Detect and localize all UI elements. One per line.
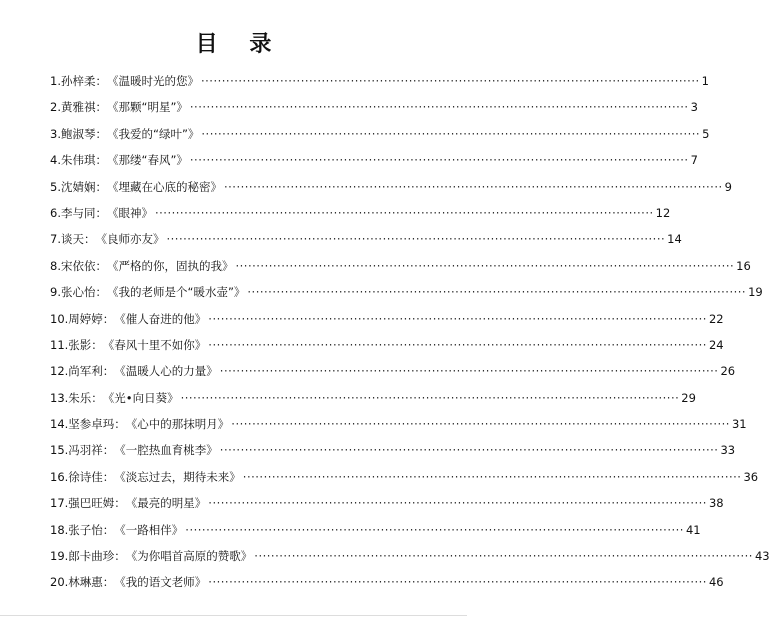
entry-page-number: 31 bbox=[731, 417, 747, 432]
toc-entry[interactable] bbox=[50, 200, 671, 226]
entry-author: 冯羽祥： bbox=[68, 443, 115, 458]
dot-leader: ························································································································ bbox=[180, 390, 680, 405]
entry-page-number: 14 bbox=[667, 232, 682, 247]
entry-author: 强巴旺姆： bbox=[68, 496, 126, 511]
entry-author: 张心怡： bbox=[60, 285, 107, 300]
entry-number: 3. bbox=[50, 126, 61, 141]
entry-author: 郎卡曲珍： bbox=[68, 549, 126, 564]
entry-number: 11. bbox=[50, 337, 69, 352]
toc-entry[interactable] bbox=[50, 490, 724, 516]
entry-author: 坚参卓玛： bbox=[68, 417, 126, 432]
table-of-contents bbox=[50, 68, 770, 596]
entry-title: 《春风十里不如你》 bbox=[102, 337, 207, 352]
toc-entry[interactable] bbox=[50, 411, 747, 437]
dot-leader: ························································································································ bbox=[208, 575, 707, 590]
dot-leader: ························································································································ bbox=[208, 337, 707, 352]
dot-leader: ························································································································ bbox=[189, 153, 689, 168]
entry-page-number: 19 bbox=[748, 285, 763, 300]
toc-entry[interactable] bbox=[50, 121, 710, 147]
entry-title: 《我爱的“绿叶”》 bbox=[106, 126, 200, 141]
toc-entry[interactable] bbox=[50, 517, 701, 543]
entry-page-number: 26 bbox=[720, 364, 736, 379]
entry-number: 12. bbox=[50, 364, 69, 379]
dot-leader: ························································································································ bbox=[185, 522, 684, 537]
entry-page-number: 36 bbox=[743, 469, 759, 484]
entry-number: 18. bbox=[50, 522, 69, 537]
entry-number: 1. bbox=[50, 74, 61, 88]
entry-title: 《淡忘过去，期待未来》 bbox=[114, 469, 241, 484]
toc-entry[interactable] bbox=[50, 437, 736, 463]
entry-author: 朱伟琪： bbox=[60, 153, 107, 168]
dot-leader: ························································································································ bbox=[189, 100, 689, 115]
entry-number: 2. bbox=[50, 100, 61, 115]
entry-number: 13. bbox=[50, 390, 69, 405]
entry-page-number: 16 bbox=[736, 258, 751, 273]
dot-leader: ························································································································ bbox=[208, 496, 707, 511]
entry-page-number: 5 bbox=[702, 126, 710, 141]
toc-entry[interactable] bbox=[50, 226, 682, 252]
entry-number: 15. bbox=[50, 443, 69, 458]
entry-title: 《埋藏在心底的秘密》 bbox=[106, 179, 222, 194]
entry-page-number: 41 bbox=[685, 522, 701, 537]
entry-author: 林琳惠： bbox=[68, 575, 115, 590]
entry-author: 宋依依： bbox=[60, 258, 107, 273]
dot-leader: ························································································································ bbox=[219, 443, 719, 458]
toc-entry[interactable] bbox=[50, 543, 770, 569]
entry-title: 《一腔热血育桃李》 bbox=[114, 443, 218, 458]
entry-author: 徐诗佳： bbox=[68, 469, 115, 484]
toc-entry[interactable] bbox=[50, 464, 759, 490]
entry-title: 《我的老师是个“暖水壶”》 bbox=[106, 285, 246, 300]
entry-number: 19. bbox=[50, 549, 69, 564]
entry-title: 《温暖时光的您》 bbox=[106, 74, 199, 88]
dot-leader: ························································································································ bbox=[231, 417, 730, 432]
entry-number: 17. bbox=[50, 496, 69, 511]
entry-title: 《严格的你，固执的我》 bbox=[106, 258, 234, 273]
dot-leader: ························································································································ bbox=[208, 311, 707, 326]
toc-entry[interactable] bbox=[50, 147, 698, 173]
entry-page-number: 24 bbox=[708, 337, 724, 352]
entry-number: 4. bbox=[50, 153, 61, 168]
entry-title: 《我的语文老师》 bbox=[114, 575, 207, 590]
entry-number: 16. bbox=[50, 469, 69, 484]
entry-page-number: 12 bbox=[655, 205, 671, 220]
toc-entry[interactable] bbox=[50, 279, 763, 305]
entry-title: 《那颗“明星”》 bbox=[106, 100, 188, 115]
entry-page-number: 22 bbox=[708, 311, 724, 326]
entry-title: 《一路相伴》 bbox=[114, 522, 184, 537]
entry-page-number: 43 bbox=[754, 549, 770, 564]
entry-author: 沈婧娴： bbox=[60, 179, 107, 194]
entry-title: 《良师亦友》 bbox=[95, 232, 165, 247]
entry-author: 周婷婷： bbox=[68, 311, 115, 326]
toc-entry[interactable] bbox=[50, 94, 698, 120]
toc-entry[interactable] bbox=[50, 358, 736, 384]
entry-number: 20. bbox=[50, 575, 69, 590]
toc-entry[interactable] bbox=[50, 253, 751, 279]
dot-leader: ························································································································ bbox=[242, 469, 742, 484]
dot-leader: ························································································································ bbox=[166, 232, 666, 247]
entry-title: 《心中的那抹明月》 bbox=[125, 417, 230, 432]
entry-page-number: 33 bbox=[720, 443, 736, 458]
entry-page-number: 3 bbox=[690, 100, 698, 115]
toc-entry[interactable] bbox=[50, 68, 709, 94]
dot-leader: ························································································································ bbox=[200, 74, 700, 88]
entry-page-number: 29 bbox=[681, 390, 696, 405]
entry-page-number: 46 bbox=[708, 575, 724, 590]
entry-title: 《为你唱首高原的赞歌》 bbox=[125, 549, 253, 564]
entry-author: 谈天： bbox=[60, 232, 96, 247]
entry-author: 尚军利： bbox=[68, 364, 115, 379]
entry-title: 《眼神》 bbox=[106, 205, 153, 220]
entry-author: 朱乐： bbox=[68, 390, 103, 405]
entry-author: 李与同： bbox=[60, 205, 107, 220]
entry-number: 10. bbox=[50, 311, 69, 326]
dot-leader: ························································································································ bbox=[254, 549, 753, 564]
dot-leader: ························································································································ bbox=[247, 285, 747, 300]
entry-number: 8. bbox=[50, 258, 61, 273]
toc-entry[interactable] bbox=[50, 174, 732, 200]
entry-number: 14. bbox=[50, 417, 69, 432]
dot-leader: ························································································································ bbox=[201, 126, 701, 141]
entry-author: 黄雅祺： bbox=[60, 100, 107, 115]
entry-title: 《最亮的明星》 bbox=[125, 496, 207, 511]
entry-author: 张子怡： bbox=[68, 522, 115, 537]
entry-author: 孙梓柔： bbox=[60, 74, 107, 88]
entry-page-number: 7 bbox=[690, 153, 698, 168]
entry-number: 6. bbox=[50, 205, 61, 220]
dot-leader: ························································································································ bbox=[223, 179, 723, 194]
entry-page-number: 38 bbox=[708, 496, 724, 511]
page-title: 目 录 bbox=[195, 32, 284, 57]
entry-page-number: 9 bbox=[724, 179, 732, 194]
entry-page-number: 1 bbox=[701, 74, 709, 88]
toc-entry[interactable] bbox=[50, 385, 696, 411]
entry-number: 7. bbox=[50, 232, 61, 247]
entry-title: 《光•向日葵》 bbox=[102, 390, 179, 405]
entry-title: 《温暖人心的力量》 bbox=[114, 364, 218, 379]
entry-number: 5. bbox=[50, 179, 61, 194]
entry-author: 张影： bbox=[68, 337, 103, 352]
toc-entry[interactable] bbox=[50, 332, 724, 358]
toc-entry[interactable] bbox=[50, 306, 724, 332]
entry-title: 《催人奋进的他》 bbox=[114, 311, 207, 326]
toc-entry[interactable] bbox=[50, 569, 724, 595]
page-bottom-edge bbox=[0, 615, 467, 616]
dot-leader: ························································································································ bbox=[154, 205, 654, 220]
entry-title: 《那缕“春风”》 bbox=[106, 153, 188, 168]
dot-leader: ························································································································ bbox=[235, 258, 735, 273]
dot-leader: ························································································································ bbox=[219, 364, 719, 379]
entry-number: 9. bbox=[50, 285, 61, 300]
entry-author: 鲍淑琴： bbox=[60, 126, 107, 141]
